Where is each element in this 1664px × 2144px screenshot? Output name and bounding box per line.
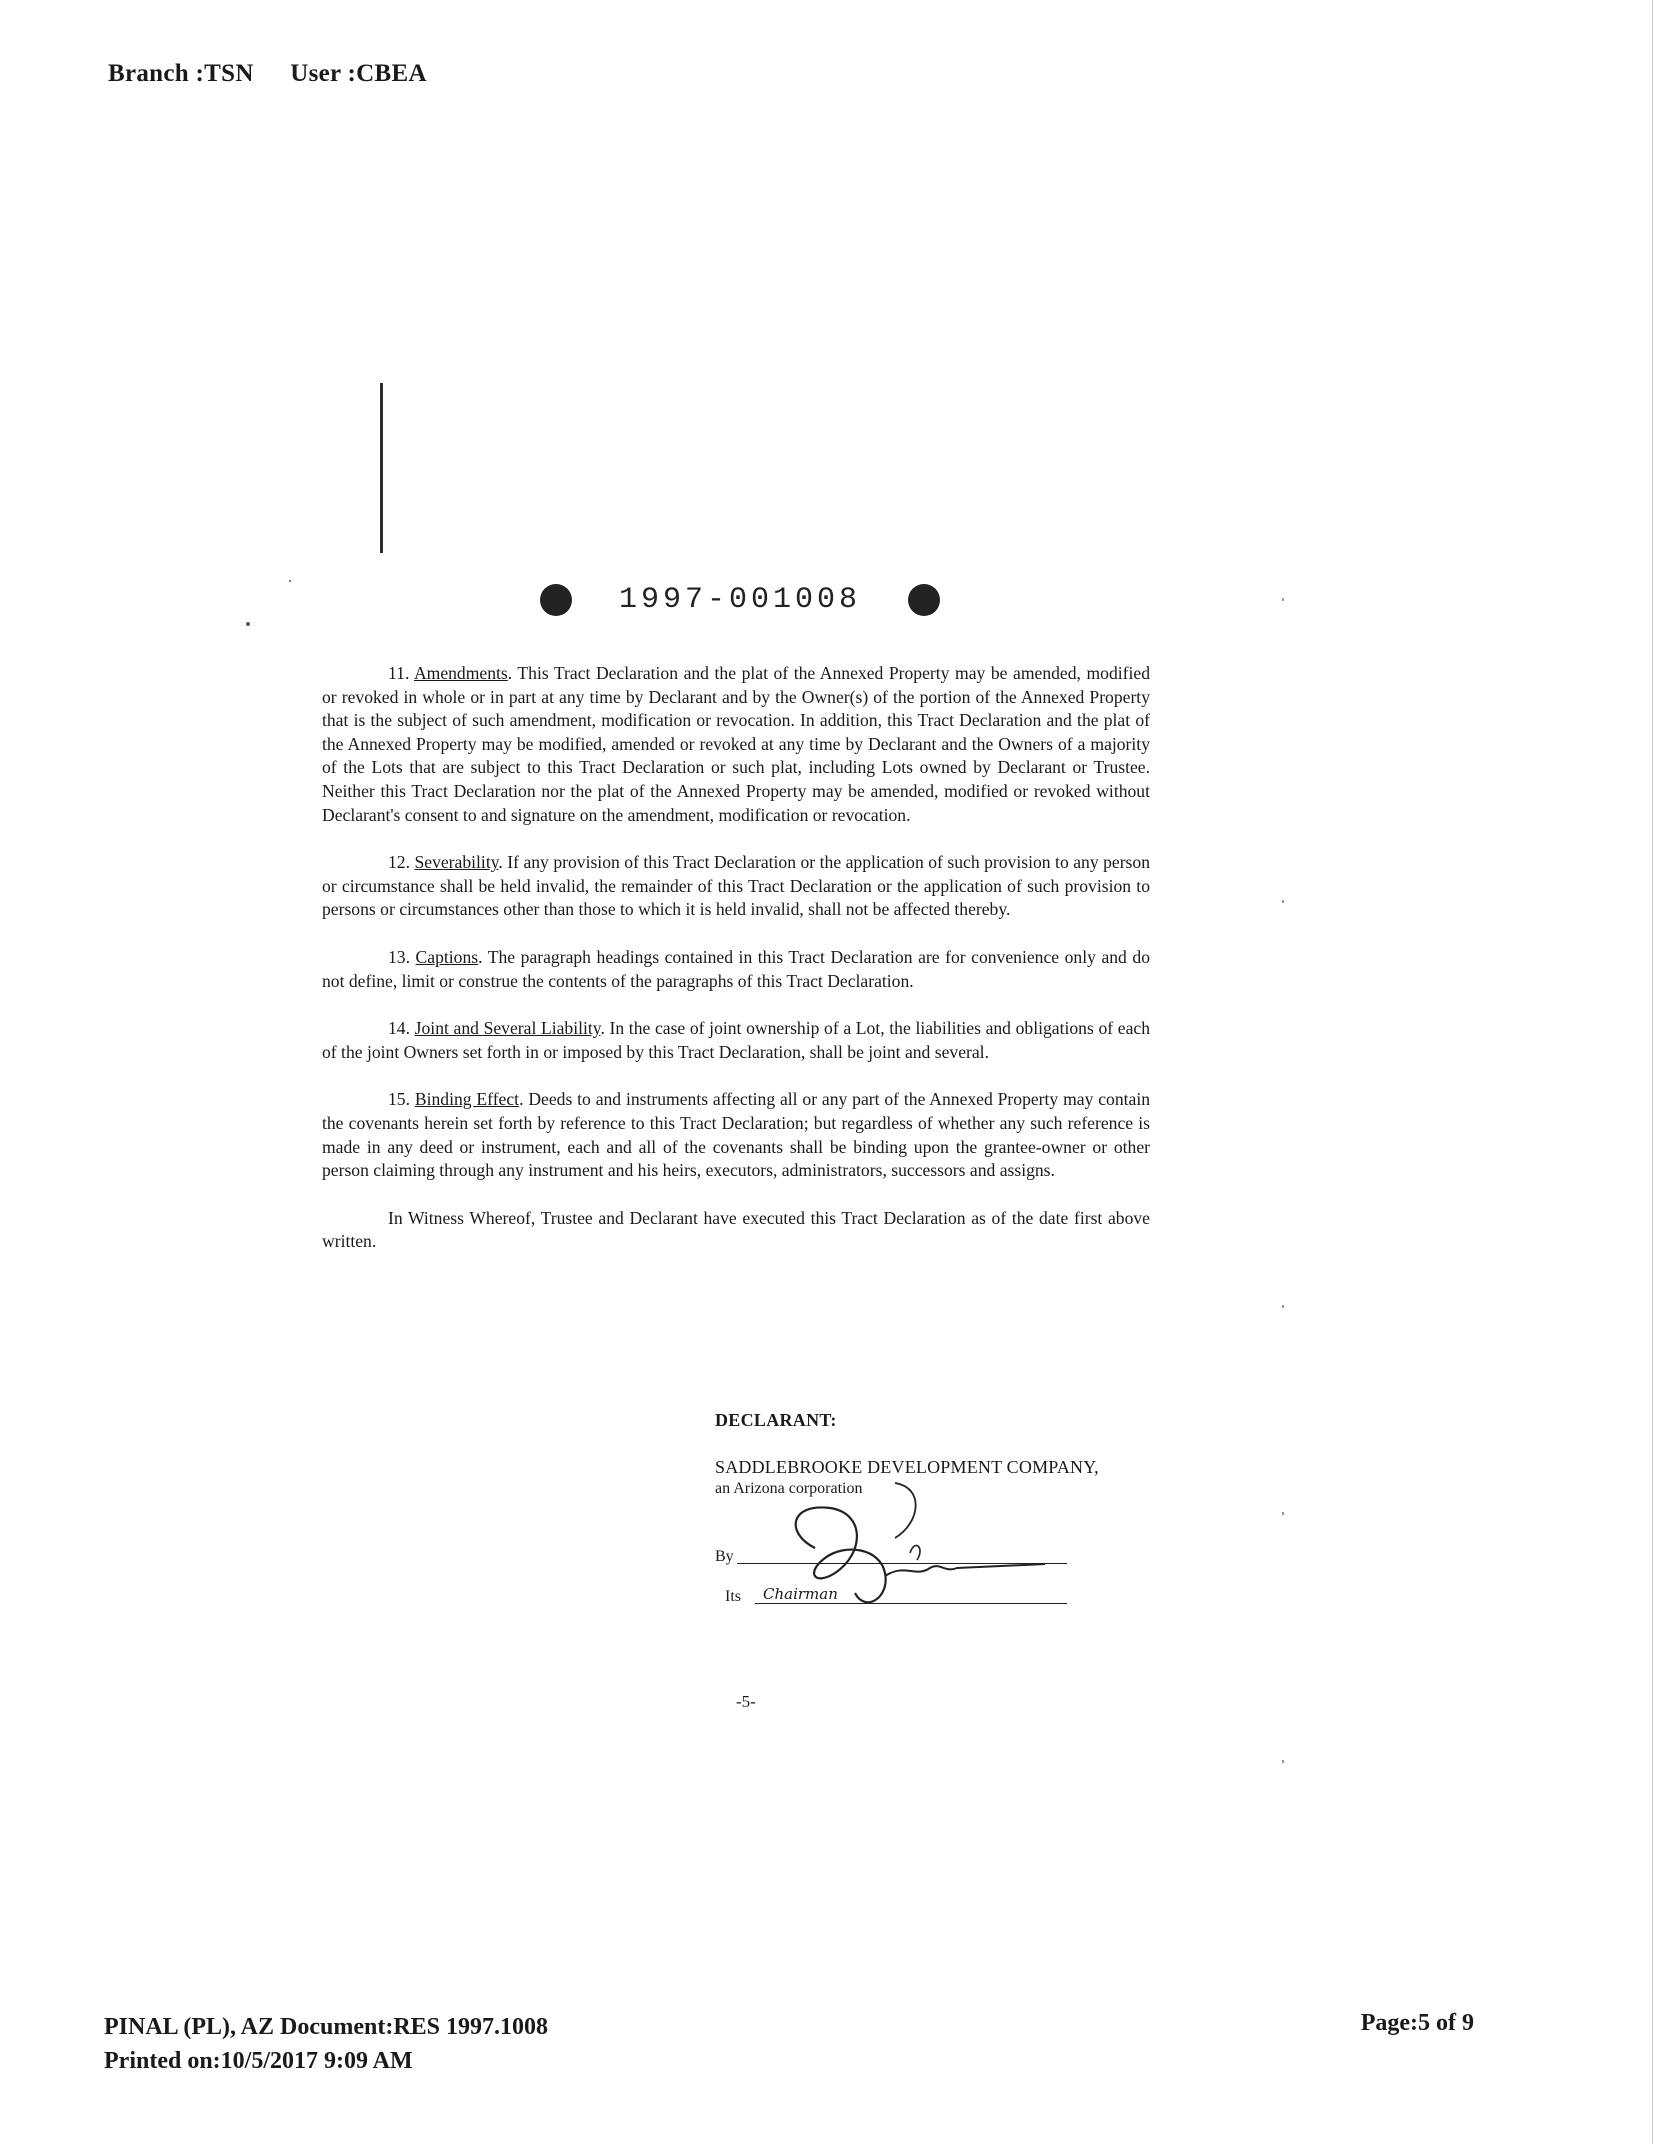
footer-printed-line: Printed on:10/5/2017 9:09 AM: [104, 2048, 413, 2074]
paragraph-number: 12.: [388, 852, 410, 873]
footer-document-line: PINAL (PL), AZ Document:RES 1997.1008: [104, 2014, 549, 2040]
paragraph-heading: Amendments: [413, 663, 508, 683]
paragraph-heading: Joint and Several Liability: [414, 1018, 601, 1039]
scan-mark: [1282, 1760, 1284, 1763]
paragraph-text: The paragraph headings contained in this Tract Declaration are for convenience only and do not define, limit or construe the contents of the paragraphs of this Tract Declaration.: [322, 946, 1150, 991]
paragraph-number: 13.: [388, 946, 410, 967]
paragraph-captions: 13. Captions. The paragraph headings contained in this Tract Declaration are for convenience only and do not define, limit or construe the contents of the paragraphs of this Tract Declaration.: [322, 946, 1150, 991]
declaration-body: [322, 662, 1150, 1278]
paragraph-text: If any provision of this Tract Declaration or the application of such provision to any person or circumstance shall be held invalid, the remainder of this Tract Declaration or the application of such provision to persons or circumstances other than those to which it is held invalid, shall not be affected thereby.: [322, 852, 1151, 920]
recording-stamp: [540, 580, 940, 620]
stamp-dot-right: [908, 584, 940, 616]
paragraph-heading: Captions: [415, 946, 479, 967]
document-number: 1997-001008: [618, 583, 862, 617]
header-bar: [108, 60, 427, 88]
footer-page-info: Page:5 of 9: [1360, 2010, 1474, 2036]
paragraph-binding-effect: 15. Binding Effect. Deeds to and instruments affecting all or any part of the Annexed Property may contain the covenants herein set forth by reference to this Tract Declaration; but regardless of whether any such reference is made in any deed or instrument, each and all of the covenants shall be binding upon the grantee-owner or other person claiming through any instrument and his heirs, executors, administrators, successors and assigns.: [322, 1089, 1151, 1181]
scan-mark: [1282, 1512, 1284, 1515]
corporation-line: an Arizona corporation: [715, 1480, 863, 1497]
paragraph-number: 11.: [388, 663, 410, 683]
stamp-dot-left: [540, 584, 572, 616]
its-title-handwritten: Chairman: [763, 1585, 838, 1603]
scan-mark: [1282, 1305, 1284, 1308]
witness-paragraph: In Witness Whereof, Trustee and Declarant have executed this Tract Declaration as of the date first above written.: [322, 1207, 1150, 1252]
scan-mark: [1282, 900, 1284, 903]
scan-speck: [289, 580, 291, 582]
paragraph-text: Deeds to and instruments affecting all or any part of the Annexed Property may contain the covenants herein set forth by reference to this Tract Declaration; but regardless of whether any such reference is made in any deed or instrument, each and all of the covenants shall be binding upon the grantee-owner or other person claiming through any instrument and his heirs, executors, administrators, successors and assigns.: [322, 1089, 1151, 1181]
paragraph-text: This Tract Declaration and the plat of the Annexed Property may be amended, modified or revoked in whole or in part at any time by Declarant and by the Owner(s) of the portion of the Annexed Property that is the subject of such amendment, modification or revocation. In addition, this Tract Declaration and the plat of the Annexed Property may be modified, amended or revoked at any time by Declarant and the Owners of a majority of the Lots that are subject to this Tract Declaration or such plat, including Lots owned by Declarant or Trustee. Neither this Tract Declaration nor the plat of the Annexed Property may be amended, modified or revoked without Declarant's consent to and signature on the amendment, modification or revocation.: [322, 663, 1150, 825]
paragraph-heading: Severability: [414, 852, 499, 873]
scan-speck: [246, 622, 250, 626]
its-label: Its: [725, 1588, 741, 1605]
page-number: -5-: [736, 1692, 756, 1711]
by-label: By: [715, 1548, 734, 1565]
footer-document-info: [104, 2010, 548, 2078]
company-name: SADDLEBROOKE DEVELOPMENT COMPANY,: [715, 1457, 1099, 1477]
declarant-label: DECLARANT:: [715, 1410, 837, 1430]
paragraph-text: In the case of joint ownership of a Lot, the liabilities and obligations of each of the joint Owners set forth in or imposed by this Tract Declaration, shall be joint and several.: [322, 1018, 1150, 1062]
paragraph-number: 14.: [388, 1018, 410, 1039]
branch-label: Branch :TSN: [108, 60, 254, 87]
handwritten-signature: [745, 1478, 1065, 1618]
margin-rule: [380, 383, 383, 553]
paragraph-heading: Binding Effect: [414, 1089, 520, 1110]
paragraph-severability: 12. Severability. If any provision of this Tract Declaration or the application of such provision to any person or circumstance shall be held invalid, the remainder of this Tract Declaration or the application of such provision to persons or circumstances other than those to which it is held invalid, shall not be affected thereby.: [322, 852, 1151, 920]
paragraph-joint-liability: 14. Joint and Several Liability. In the case of joint ownership of a Lot, the liabilities and obligations of each of the joint Owners set forth in or imposed by this Tract Declaration, shall be joint and several.: [322, 1018, 1150, 1062]
scan-mark: [1282, 598, 1284, 601]
paragraph-amendments: 11. Amendments. This Tract Declaration and the plat of the Annexed Property may be amended, modified or revoked in whole or in part at any time by Declarant and by the Owner(s) of the portion of the Annexed Property that is the subject of such amendment, modification or revocation. In addition, this Tract Declaration and the plat of the Annexed Property may be modified, amended or revoked at any time by Declarant and the Owners of a majority of the Lots that are subject to this Tract Declaration or such plat, including Lots owned by Declarant or Trustee. Neither this Tract Declaration nor the plat of the Annexed Property may be amended, modified or revoked without Declarant's consent to and signature on the amendment, modification or revocation.: [322, 663, 1150, 825]
scan-edge-line: [1652, 0, 1653, 2144]
user-label: User :CBEA: [290, 60, 427, 87]
paragraph-number: 15.: [388, 1089, 410, 1110]
